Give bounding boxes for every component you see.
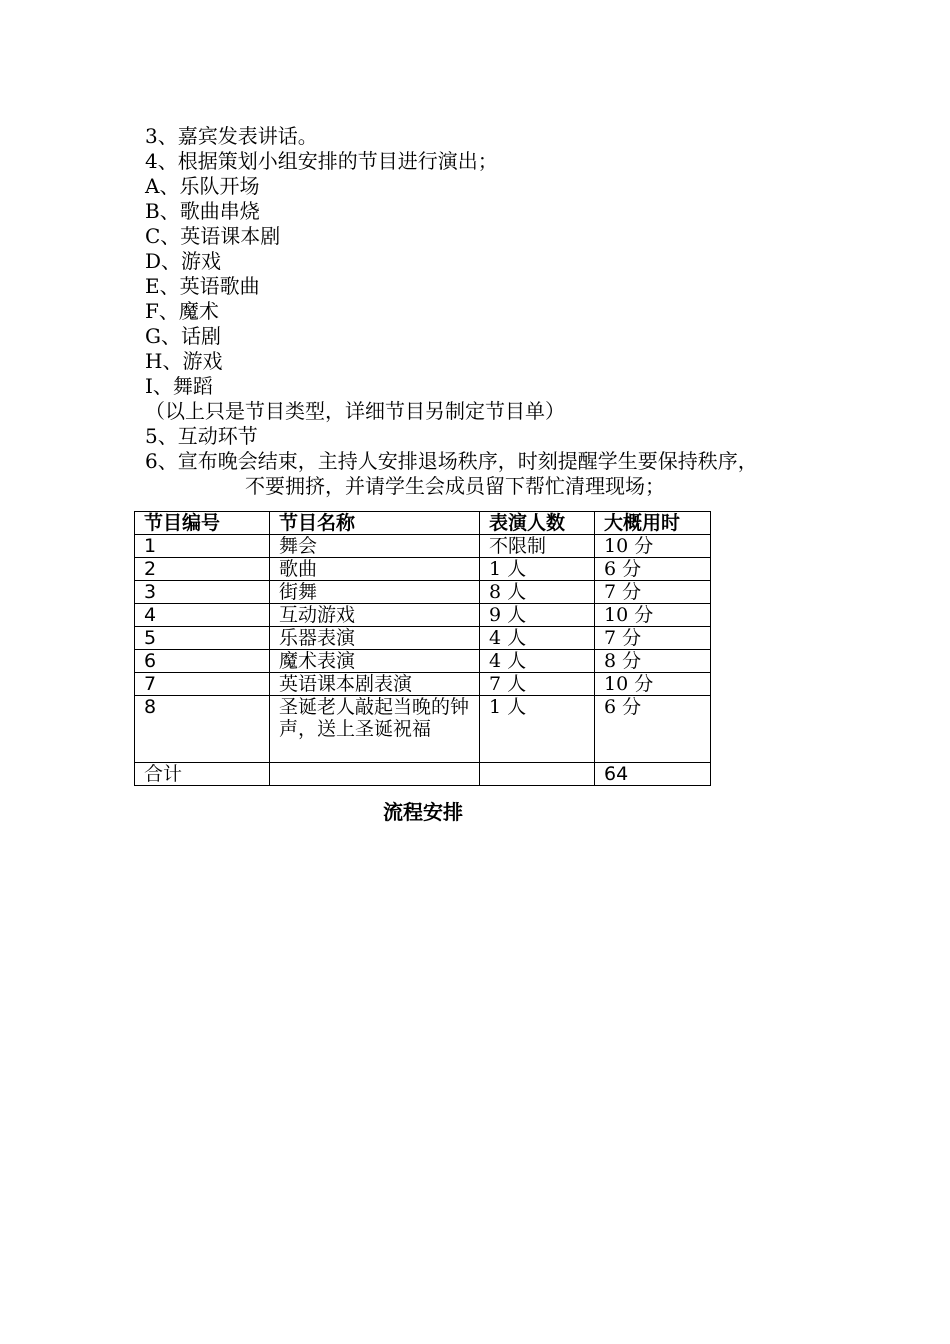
agenda-line: F、魔术	[145, 299, 219, 323]
cell-duration: 8 分	[595, 650, 711, 673]
total-label: 合计	[135, 763, 270, 786]
agenda-text	[145, 124, 865, 499]
cell-performers: 9 人	[480, 604, 595, 627]
table-row	[135, 535, 711, 558]
agenda-line: G、话剧	[145, 324, 221, 348]
table-caption: 流程安排	[383, 800, 463, 824]
table-row	[135, 558, 711, 581]
agenda-line: A、乐队开场	[145, 174, 260, 198]
cell-number: 2	[135, 558, 270, 581]
cell-number: 1	[135, 535, 270, 558]
header-cell: 节目编号	[135, 512, 270, 535]
cell-duration: 10 分	[595, 604, 711, 627]
program-table	[134, 511, 711, 786]
cell-duration: 10 分	[595, 535, 711, 558]
total-cell-empty	[480, 763, 595, 786]
total-cell-empty	[270, 763, 480, 786]
agenda-line-continuation: 不要拥挤，并请学生会成员留下帮忙清理现场；	[245, 474, 665, 498]
table-header-row	[135, 512, 711, 535]
header-cell: 表演人数	[480, 512, 595, 535]
agenda-line: I、舞蹈	[145, 374, 213, 398]
agenda-line: 6、宣布晚会结束，主持人安排退场秩序，时刻提醒学生要保持秩序，	[145, 449, 758, 473]
cell-name: 互动游戏	[270, 604, 480, 627]
agenda-line: 4、根据策划小组安排的节目进行演出；	[145, 149, 498, 173]
cell-performers: 不限制	[480, 535, 595, 558]
agenda-line: 5、互动环节	[145, 424, 258, 448]
cell-duration: 10 分	[595, 673, 711, 696]
cell-duration: 7 分	[595, 627, 711, 650]
cell-number: 6	[135, 650, 270, 673]
cell-name: 歌曲	[270, 558, 480, 581]
cell-name: 街舞	[270, 581, 480, 604]
table-row	[135, 673, 711, 696]
agenda-line: D、游戏	[145, 249, 222, 273]
cell-name: 圣诞老人敲起当晚的钟声，送上圣诞祝福	[270, 696, 480, 763]
header-cell: 节目名称	[270, 512, 480, 535]
agenda-line: C、英语课本剧	[145, 224, 281, 248]
cell-performers: 1 人	[480, 696, 595, 763]
cell-name: 英语课本剧表演	[270, 673, 480, 696]
cell-number: 5	[135, 627, 270, 650]
cell-number: 8	[135, 696, 270, 763]
table-row	[135, 604, 711, 627]
table-row	[135, 581, 711, 604]
total-duration: 64	[595, 763, 711, 786]
cell-name: 乐器表演	[270, 627, 480, 650]
agenda-line: 3、嘉宾发表讲话。	[145, 124, 318, 148]
cell-performers: 8 人	[480, 581, 595, 604]
cell-number: 7	[135, 673, 270, 696]
cell-performers: 4 人	[480, 627, 595, 650]
cell-performers: 4 人	[480, 650, 595, 673]
cell-performers: 1 人	[480, 558, 595, 581]
agenda-note: （以上只是节目类型，详细节目另制定节目单）	[145, 399, 565, 423]
agenda-line: H、游戏	[145, 349, 223, 373]
cell-number: 3	[135, 581, 270, 604]
cell-duration: 6 分	[595, 696, 711, 763]
cell-number: 4	[135, 604, 270, 627]
table-row	[135, 696, 711, 763]
cell-duration: 6 分	[595, 558, 711, 581]
agenda-line: B、歌曲串烧	[145, 199, 260, 223]
cell-performers: 7 人	[480, 673, 595, 696]
table-row	[135, 627, 711, 650]
cell-name: 魔术表演	[270, 650, 480, 673]
header-cell: 大概用时	[595, 512, 711, 535]
table-total-row	[135, 763, 711, 786]
agenda-line: E、英语歌曲	[145, 274, 260, 298]
cell-name: 舞会	[270, 535, 480, 558]
cell-duration: 7 分	[595, 581, 711, 604]
table-row	[135, 650, 711, 673]
